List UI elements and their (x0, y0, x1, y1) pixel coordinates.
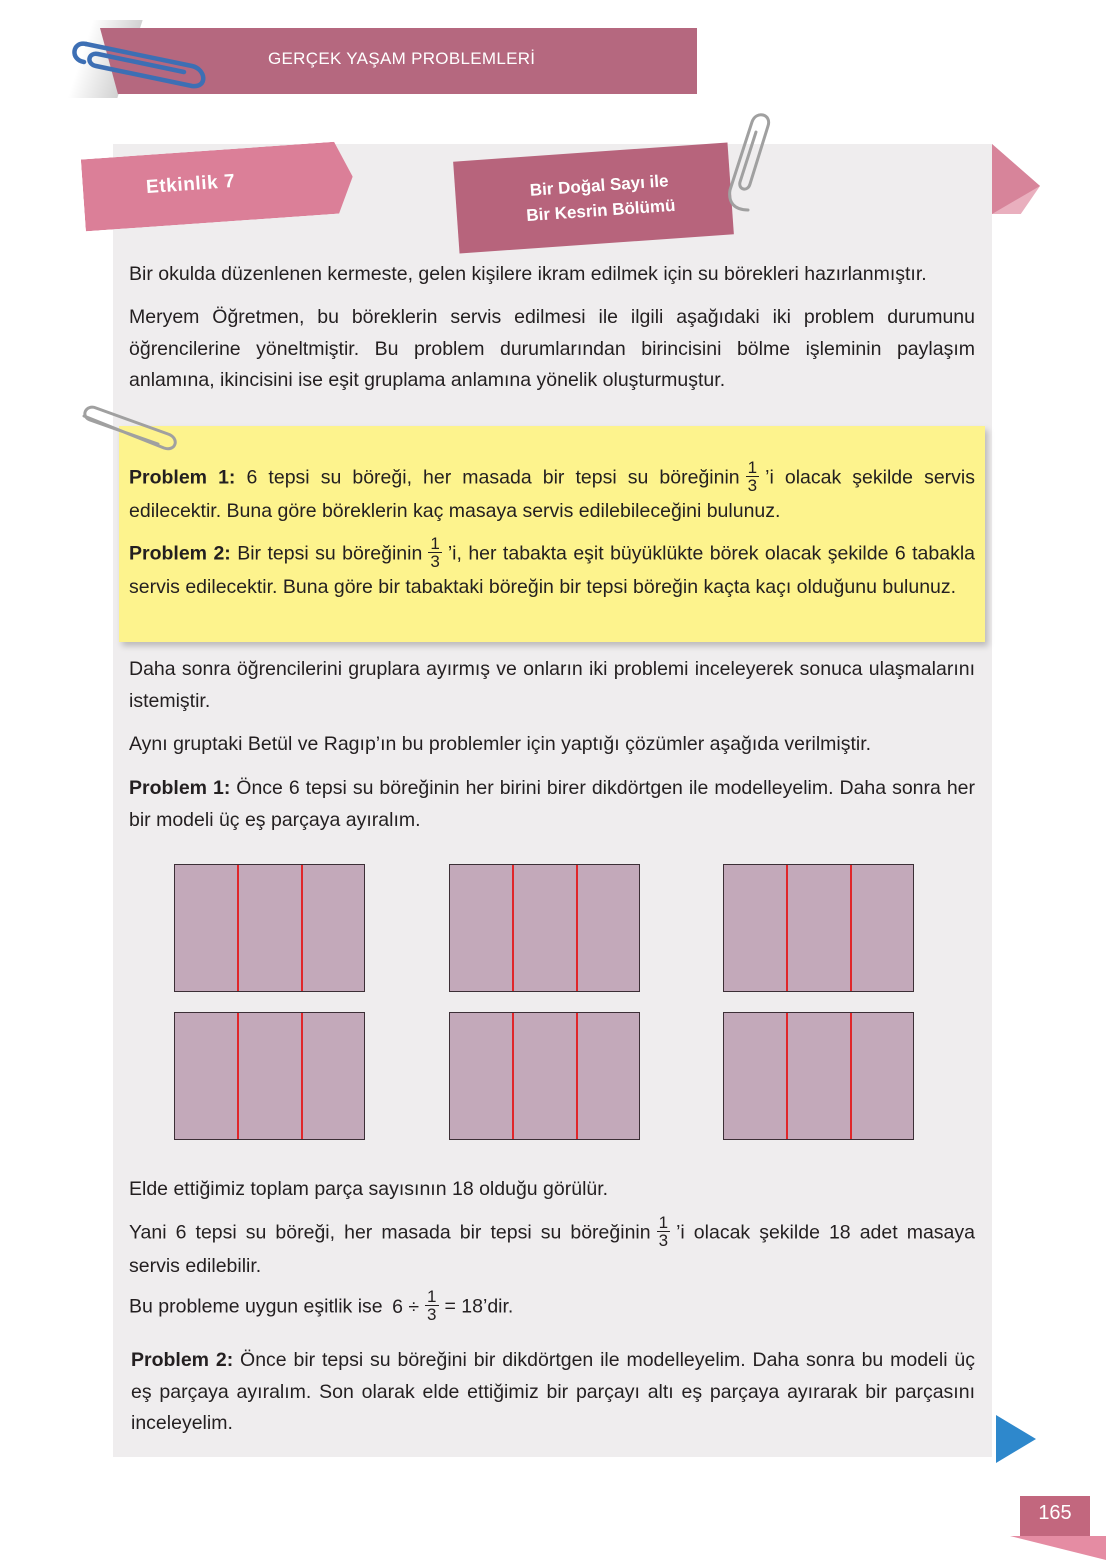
model-divider (576, 865, 578, 991)
problem-2-statement (129, 534, 975, 604)
model-divider (786, 1013, 788, 1139)
fraction-one-third: $\frac{1}{3}$ (658, 1213, 669, 1250)
fraction-one-third: $\frac{1}{3}$ (430, 534, 440, 571)
fraction-one-third: $\frac{1}{3}$ (427, 1287, 437, 1324)
body-paragraph-groups: Daha sonra öğrencilerini gruplara ayırmış ve onların iki problemi inceleyerek sonuca ulaşmalarını istemiştir. (129, 658, 975, 712)
activity-label: Etkinlik 7 (145, 170, 237, 199)
problem-1-label: Problem 1: (129, 466, 236, 489)
equation-lhs: 6 ÷ (392, 1295, 420, 1318)
intro-paragraph-1: Bir okulda düzenlenen kermeste, gelen kişilere ikram edilmek için su börekleri hazırlanmıştır. (129, 263, 927, 285)
conclusion-text-b: ’i olacak şekilde 18 adet masaya servis edilebilir. (129, 1221, 975, 1277)
model-divider (301, 865, 303, 991)
equation-rhs: = 18’dir. (444, 1295, 514, 1318)
conclusion-text-a: Yani 6 tepsi su böreği, her masada bir tepsi su böreğinin (129, 1221, 651, 1244)
problem-2-text-a: Bir tepsi su böreğinin (237, 542, 423, 565)
problem-1-statement (129, 458, 975, 528)
model-divider (301, 1013, 303, 1139)
model-divider (786, 865, 788, 991)
page-number: 165 (1038, 1502, 1072, 1524)
panel-corner-fold-light (992, 144, 1040, 214)
problem-1-text-a: 6 tepsi su böreği, her masada bir tepsi su böreğinin (246, 466, 740, 489)
next-page-arrow-icon[interactable] (996, 1415, 1036, 1463)
paperclip-icon (66, 22, 216, 92)
solution-2-text: Önce bir tepsi su böreğini bir dikdörtgen ile modelleyelim. Daha sonra bu modeli üç eş parçaya ayıralım. Son olarak elde ettiğimiz bir parçayı altı eş parçaya ayırarak bir parçasını inceleyelim. (131, 1349, 975, 1434)
model-divider (576, 1013, 578, 1139)
result-paragraph: Elde ettiğimiz toplam parça sayısının 18 olduğu görülür. (129, 1178, 609, 1200)
solution-2-label: Problem 2: (131, 1349, 234, 1371)
intro-paragraph-2: Meryem Öğretmen, bu böreklerin servis edilmesi ile ilgili aşağıdaki iki problem durumunu öğrencilerine yöneltmiştir. Bu problem durumlarından birincisini bölme işleminin paylaşım anlamına, ikincisini ise eşit gruplama anlamına yönelik oluşturmuştur. (129, 306, 975, 391)
activity-topic-line2: Bir Kesrin Bölümü (525, 195, 676, 226)
equation-intro: Bu probleme uygun eşitlik ise (129, 1295, 383, 1318)
paperclip-icon (72, 400, 182, 460)
body-paragraph-solutions: Aynı gruptaki Betül ve Ragıp’ın bu problemler için yaptığı çözümler aşağıda verilmiştir. (129, 733, 872, 755)
fraction-one-third: $\frac{1}{3}$ (747, 458, 758, 495)
problem-2-label: Problem 2: (129, 542, 231, 565)
tray-model-5 (449, 1012, 640, 1140)
model-divider (237, 865, 239, 991)
problem-box (119, 426, 985, 642)
tray-model-2 (449, 864, 640, 992)
conclusion-paragraph (129, 1213, 975, 1283)
tray-model-4 (174, 1012, 365, 1140)
solution-1-label: Problem 1: (129, 777, 231, 799)
solution-1-text: Önce 6 tepsi su böreğinin her birini birer dikdörtgen ile modelleyelim. Daha sonra her bir modeli üç eş parçaya ayıralım. (129, 777, 975, 831)
model-divider (237, 1013, 239, 1139)
header-title: GERÇEK YAŞAM PROBLEMLERİ (268, 49, 536, 68)
tray-model-6 (723, 1012, 914, 1140)
bottom-ribbon (1010, 1536, 1106, 1560)
problem-1-text-b: ’i olacak şekilde servis edilecektir. Buna göre böreklerin kaç masaya servis edilebileceğini bulunuz. (129, 466, 975, 522)
model-divider (850, 1013, 852, 1139)
solution-2-intro (131, 1345, 975, 1440)
model-divider (512, 865, 514, 991)
model-divider (512, 1013, 514, 1139)
activity-topic-line1: Bir Doğal Sayı ile (529, 171, 670, 200)
model-divider (850, 865, 852, 991)
tray-model-3 (723, 864, 914, 992)
paperclip-icon (718, 112, 778, 216)
tray-model-1 (174, 864, 365, 992)
equation-paragraph (129, 1287, 975, 1325)
problem-2-text-b: ’i, her tabakta eşit büyüklükte börek olacak şekilde 6 tabakla servis edilecektir. Buna göre bir tabaktaki böreğin bir tepsi böreğin kaçta kaçı olduğunu bulunuz. (129, 542, 975, 598)
solution-1-intro (129, 773, 975, 836)
